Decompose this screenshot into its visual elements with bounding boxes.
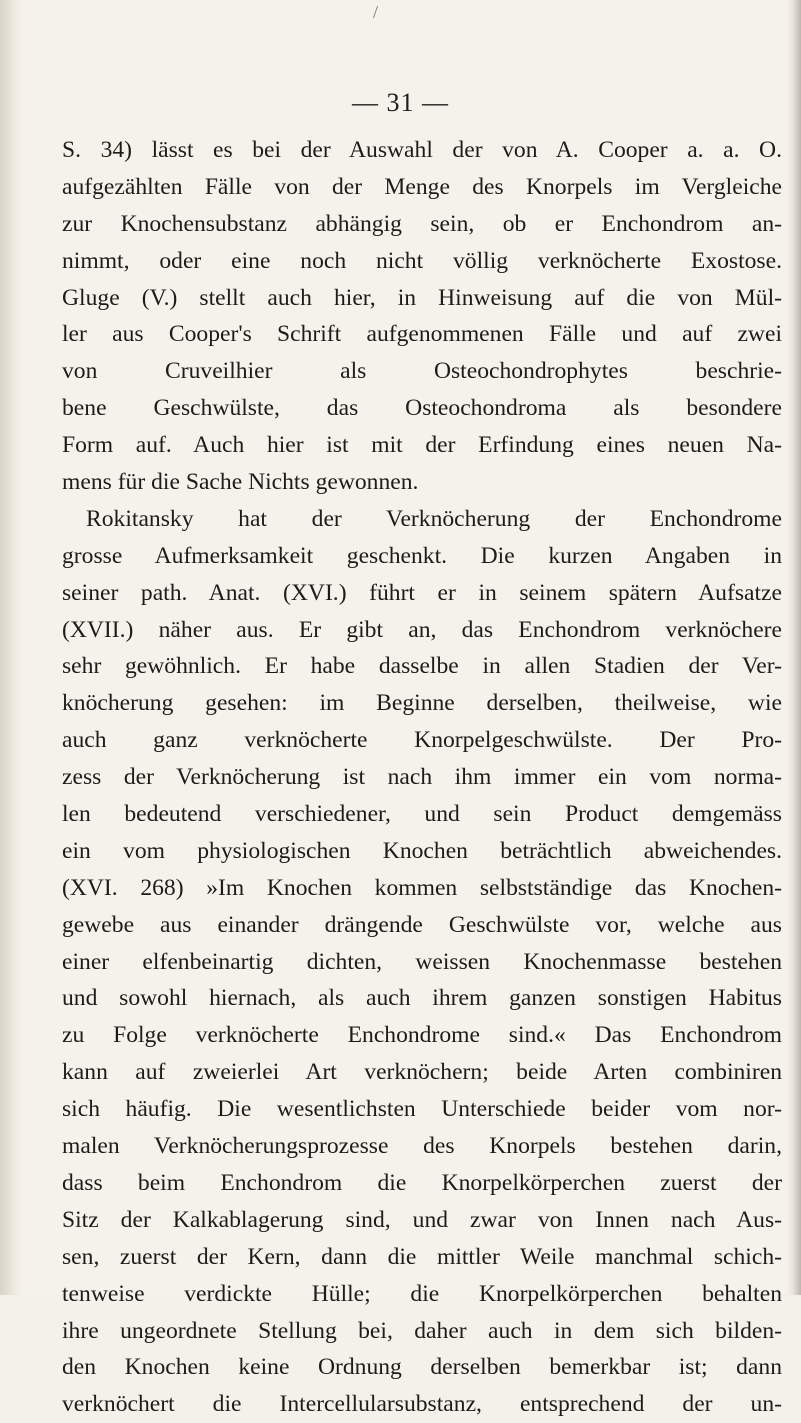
text-line: von Cruveilhier als Osteochondrophytes beschrie- — [62, 358, 782, 385]
text-line: gewebe aus einander drängende Geschwülste vor, welche aus — [62, 911, 782, 938]
text-line: Gluge (V.) stellt auch hier, in Hinweisung auf die von Mül- — [62, 284, 782, 311]
text-line: sen, zuerst der Kern, dann die mittler Weile manchmal schich- — [62, 1243, 782, 1270]
corner-mark: / — [373, 2, 379, 22]
text-line: einer elfenbeinartig dichten, weissen Knochenmasse bestehen — [62, 948, 782, 975]
text-line: Form auf. Auch hier ist mit der Erfindung eines neuen Na- — [62, 432, 782, 459]
text-line: zess der Verknöcherung ist nach ihm immer ein vom norma- — [62, 764, 782, 791]
text-line: mens für die Sache Nichts gewonnen. — [62, 469, 419, 496]
text-line: S. 34) lässt es bei der Auswahl der von A. Cooper a. a. O. — [62, 137, 782, 163]
text-line: (XVII.) näher aus. Er gibt an, das Enchondrom verknöchere — [62, 616, 782, 643]
text-line: zur Knochensubstanz abhängig sein, ob er Enchondrom an- — [62, 210, 782, 237]
text-line: sich häufig. Die wesentlichsten Unterschiede beider vom nor- — [62, 1096, 782, 1123]
text-line: grosse Aufmerksamkeit geschenkt. Die kurzen Angaben in — [62, 542, 782, 569]
text-line: ein vom physiologischen Knochen beträchtlich abweichendes. — [62, 837, 782, 864]
text-line: aufgezählten Fälle von der Menge des Knorpels im Vergleiche — [62, 173, 782, 200]
text-line: ler aus Cooper's Schrift aufgenommenen Fälle und auf zwei — [62, 321, 782, 348]
text-line: kann auf zweierlei Art verknöchern; beide Arten combiniren — [62, 1059, 782, 1086]
text-line: und sowohl hiernach, als auch ihrem ganzen sonstigen Habitus — [62, 985, 782, 1012]
text-line: tenweise verdickte Hülle; die Knorpelkörperchen behalten — [62, 1280, 782, 1307]
text-line: sehr gewöhnlich. Er habe dasselbe in allen Stadien der Ver- — [62, 653, 782, 680]
text-line: den Knochen keine Ordnung derselben bemerkbar ist; dann — [62, 1354, 782, 1381]
text-line: nimmt, oder eine noch nicht völlig verknöcherte Exostose. — [62, 247, 782, 274]
text-line: dass beim Enchondrom die Knorpelkörperchen zuerst der — [62, 1169, 782, 1196]
text-line: Sitz der Kalkablagerung sind, und zwar von Innen nach Aus- — [62, 1206, 782, 1233]
text-line: (XVI. 268) »Im Knochen kommen selbstständige das Knochen- — [62, 874, 782, 901]
text-line: knöcherung gesehen: im Beginne derselben, theilweise, wie — [62, 690, 782, 717]
text-line: ihre ungeordnete Stellung bei, daher auch in dem sich bilden- — [62, 1317, 782, 1344]
text-line: Rokitansky hat der Verknöcherung der Enchondrome — [86, 505, 782, 532]
text-line: len bedeutend verschiedener, und sein Product demgemäss — [62, 801, 782, 828]
binding-shadow — [0, 0, 22, 1295]
body-text — [62, 132, 782, 1423]
text-line: verknöchert die Intercellularsubstanz, entsprechend der un- — [62, 1391, 782, 1418]
text-line: seiner path. Anat. (XVI.) führt er in seinem spätern Aufsatze — [62, 579, 782, 606]
text-line: auch ganz verknöcherte Knorpelgeschwülste. Der Pro- — [62, 727, 782, 754]
text-line: bene Geschwülste, das Osteochondroma als besondere — [62, 395, 782, 422]
text-line: zu Folge verknöcherte Enchondrome sind.« Das Enchondrom — [62, 1022, 782, 1049]
page-number: — 31 — — [352, 88, 449, 117]
text-line: malen Verknöcherungsprozesse des Knorpels bestehen darin, — [62, 1133, 782, 1160]
page-edge — [787, 0, 801, 1295]
